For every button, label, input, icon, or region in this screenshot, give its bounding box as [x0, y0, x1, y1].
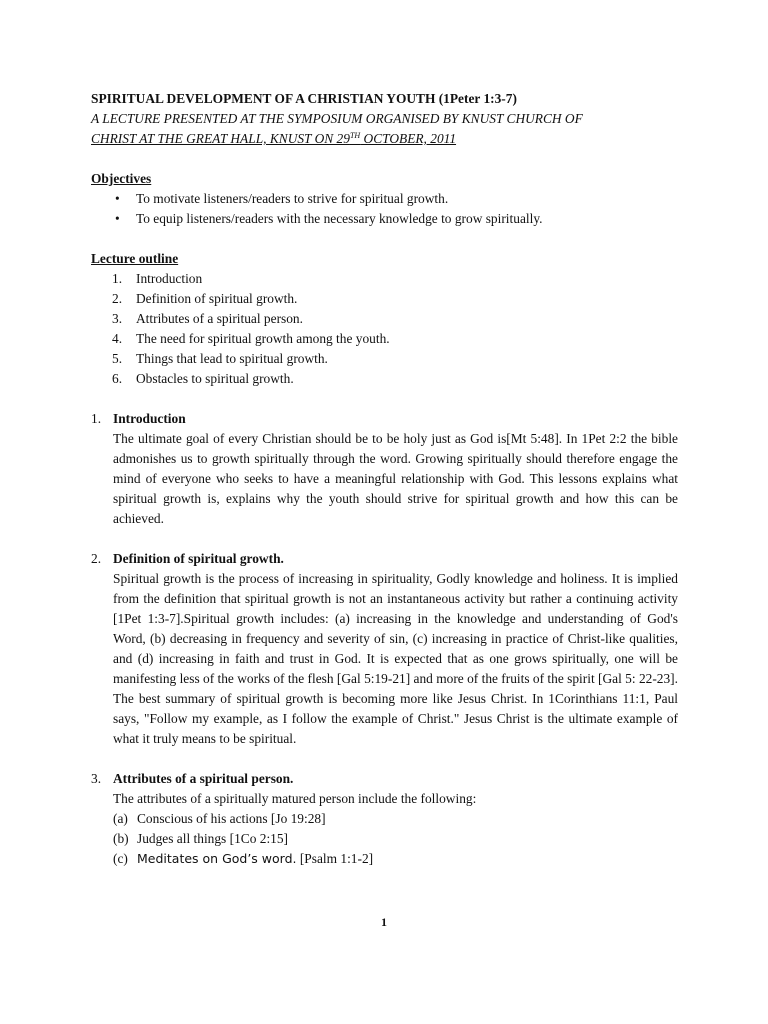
list-item	[113, 809, 678, 829]
spacer	[91, 529, 678, 549]
item-text: Things that lead to spiritual growth.	[136, 351, 328, 366]
spacer	[91, 749, 678, 769]
objectives-list	[91, 189, 678, 229]
list-item	[91, 189, 678, 209]
list-item	[113, 829, 678, 849]
section-number: 2.	[91, 551, 102, 566]
section-introduction	[91, 409, 678, 529]
subtitle-line-1: A LECTURE PRESENTED AT THE SYMPOSIUM ORGANISED BY KNUST CHURCH OF	[91, 111, 583, 126]
item-number: 3.	[112, 311, 123, 326]
objective-text: To equip listeners/readers with the necessary knowledge to grow spiritually.	[136, 211, 543, 226]
subtitle-line-2-end: OCTOBER, 2011	[360, 131, 457, 146]
section-body: Spiritual growth is the process of increasing in spirituality, Godly knowledge and holiness. It is implied from the definition that spiritual growth is not an instantaneous activity but rather a continuing activity [1Pet 1:3-7].Spiritual growth includes: (a) increasing in the knowledge and understanding of God's Word, (b) decreasing in frequency and severity of sin, (c) increasing in practice of Christ-like qualities, and (d) increasing in faith and trust in God. It is expected that as one grows spiritually, one will be manifesting less of the works of the flesh [Gal 5:19-21] and more of the fruits of the spirit [Gal 5: 22-23]. The best summary of spiritual growth is becoming more like Jesus Christ. In 1Corinthians 11:1, Paul says, "Follow my example, as I follow the example of Christ." Jesus Christ is the ultimate example of what it truly means to be spiritual.	[113, 571, 678, 746]
bullet-icon: •	[115, 191, 120, 206]
list-item	[91, 349, 678, 369]
outline-heading: Lecture outline	[91, 251, 179, 266]
outline-section	[91, 249, 678, 389]
objective-text: To motivate listeners/readers to strive for spiritual growth.	[136, 191, 449, 206]
list-item	[91, 329, 678, 349]
document-body	[91, 89, 678, 869]
item-number: 2.	[112, 291, 123, 306]
objectives-heading: Objectives	[91, 171, 152, 186]
item-text: Conscious of his actions [Jo 19:28]	[137, 811, 326, 826]
list-item	[91, 369, 678, 389]
subtitle-superscript: TH	[349, 131, 361, 140]
list-item	[91, 269, 678, 289]
item-label: (c)	[113, 851, 128, 866]
document-subtitle	[91, 109, 678, 149]
attributes-list	[113, 809, 678, 869]
spacer	[91, 229, 678, 249]
spacer	[91, 389, 678, 409]
section-title: Introduction	[113, 411, 186, 426]
spacer	[91, 149, 678, 169]
item-text: Meditates on God’s word.	[137, 851, 297, 866]
list-item	[113, 849, 678, 869]
section-attributes	[91, 769, 678, 869]
item-text: Introduction	[136, 271, 203, 286]
item-text: Attributes of a spiritual person.	[136, 311, 303, 326]
list-item	[91, 289, 678, 309]
bullet-icon: •	[115, 211, 120, 226]
section-number: 3.	[91, 771, 102, 786]
item-number: 5.	[112, 351, 123, 366]
item-text: Obstacles to spiritual growth.	[136, 371, 294, 386]
item-number: 4.	[112, 331, 123, 346]
document-title: SPIRITUAL DEVELOPMENT OF A CHRISTIAN YOUTH (1Peter 1:3-7)	[91, 91, 517, 106]
item-text: Definition of spiritual growth.	[136, 291, 298, 306]
item-text: Judges all things [1Co 2:15]	[137, 831, 289, 846]
item-label: (b)	[113, 831, 129, 846]
list-item	[91, 209, 678, 229]
page-number: 1	[381, 915, 387, 929]
list-item	[91, 309, 678, 329]
item-reference: [Psalm 1:1-2]	[296, 851, 374, 866]
section-definition	[91, 549, 678, 749]
objectives-section	[91, 169, 678, 229]
section-body: The ultimate goal of every Christian should be to be holy just as God is[Mt 5:48]. In 1Pet 2:2 the bible admonishes us to growth spiritually through the word. Growing spiritually should therefore engage the mind of everyone who seeks to have a meaningful relationship with God. This lessons explains what spiritual growth is, explains why the youth should strive for spiritual growth and how this can be achieved.	[113, 431, 678, 526]
section-title: Attributes of a spiritual person.	[113, 771, 294, 786]
section-title: Definition of spiritual growth.	[113, 551, 284, 566]
section-body: The attributes of a spiritually matured person include the following:	[113, 791, 477, 806]
subtitle-line-2	[91, 129, 678, 149]
item-number: 1.	[112, 271, 123, 286]
subtitle-line-2-start: CHRIST AT THE GREAT HALL, KNUST ON 29	[91, 131, 350, 146]
item-label: (a)	[113, 811, 128, 826]
section-number: 1.	[91, 411, 102, 426]
item-number: 6.	[112, 371, 123, 386]
item-text: The need for spiritual growth among the youth.	[136, 331, 390, 346]
outline-list	[91, 269, 678, 389]
